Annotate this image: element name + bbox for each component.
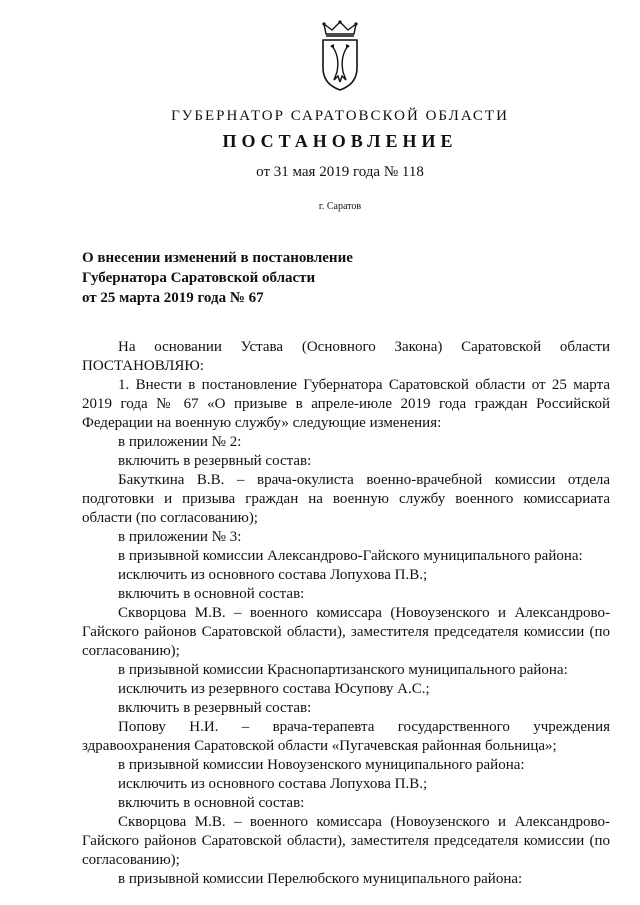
document-body	[82, 338, 610, 889]
document-date-number: от 31 мая 2019 года № 118	[256, 164, 424, 180]
document-type: ПОСТАНОВЛЕНИЕ	[222, 131, 458, 151]
body-paragraph-basis: На основании Устава (Основного Закона) Саратовской области ПОСТАНОВЛЯЮ:	[82, 339, 610, 374]
body-line: включить в резервный состав:	[118, 453, 312, 469]
body-paragraph: Бакуткина В.В. – врача-окулиста военно-врачебной комиссии отдела подготовки и призыва граждан на военную службу военного комиссариата области (по согласованию);	[82, 472, 610, 526]
document-city: г. Саратов	[318, 201, 362, 212]
subject-line: О внесении изменений в постановление	[82, 250, 353, 266]
body-paragraph-item-1: 1. Внести в постановление Губернатора Саратовской области от 25 марта 2019 года № 67 «О призыве в апреле-июле 2019 года граждан Российской Федерации на военную службу» следующие изменения:	[82, 377, 610, 431]
body-paragraph: Скворцова М.В. – военного комиссара (Новоузенского и Александрово-Гайского районов Саратовской области), заместителя председателя комиссии (по согласованию);	[82, 814, 610, 868]
body-paragraph: Попову Н.И. – врача-терапевта государственного учреждения здравоохранения Саратовской области «Пугачевская районная больница»;	[82, 719, 610, 754]
subject-line: от 25 марта 2019 года № 67	[82, 290, 264, 306]
body-line: включить в основной состав:	[118, 586, 305, 602]
body-line: в призывной комиссии Перелюбского муниципального района:	[118, 871, 523, 887]
body-line: в призывной комиссии Краснопартизанского муниципального района:	[118, 662, 568, 678]
body-line: исключить из основного состава Лопухова П.В.;	[118, 567, 428, 583]
body-line: исключить из основного состава Лопухова П.В.;	[118, 776, 428, 792]
body-line: в призывной комиссии Новоузенского муниципального района:	[118, 757, 525, 773]
issuing-authority: ГУБЕРНАТОР САРАТОВСКОЙ ОБЛАСТИ	[171, 108, 509, 124]
body-line: включить в резервный состав:	[118, 700, 312, 716]
body-line: в призывной комиссии Александрово-Гайского муниципального района:	[118, 548, 583, 564]
subject-line: Губернатора Саратовской области	[82, 270, 316, 286]
document-subject	[82, 248, 562, 308]
body-line: в приложении № 3:	[118, 529, 242, 545]
body-line: исключить из резервного состава Юсупову А.С.;	[118, 681, 430, 697]
body-line: в приложении № 2:	[118, 434, 242, 450]
saratov-coat-of-arms-icon	[320, 20, 360, 92]
body-paragraph: Скворцова М.В. – военного комиссара (Новоузенского и Александрово-Гайского районов Саратовской области), заместителя председателя комиссии (по согласованию);	[82, 605, 610, 659]
body-line: включить в основной состав:	[118, 795, 305, 811]
